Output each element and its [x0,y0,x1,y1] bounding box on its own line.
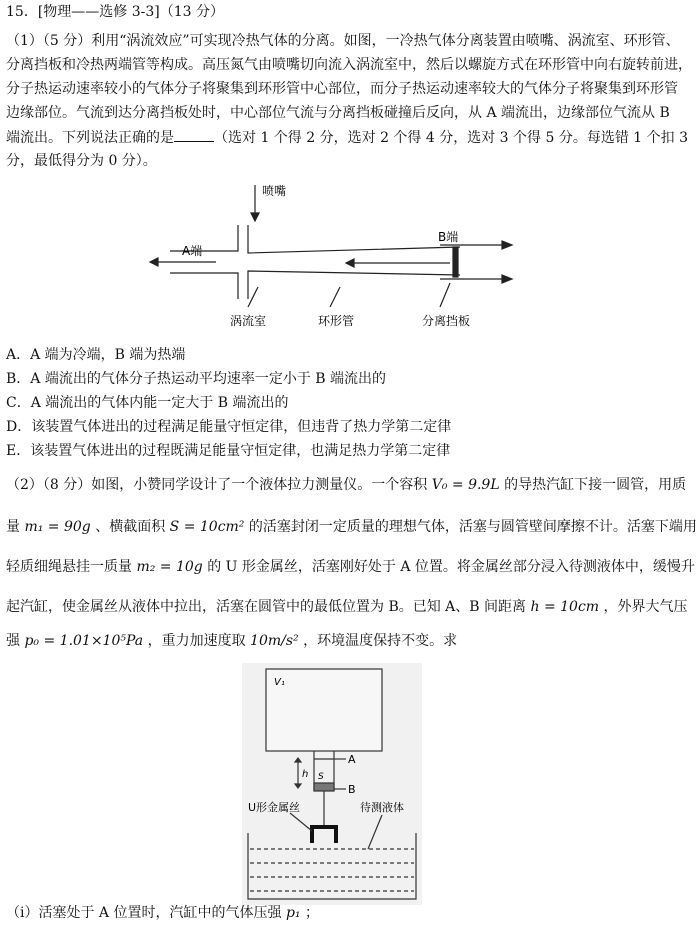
vortex-chamber-label: 涡流室 [230,314,267,328]
part1-line-2: 分离挡板和冷热两端管等构成。高压氮气由喷嘴切向流入涡流室中，然后以螺旋方式在环形管中向右旋转前进， [6,57,692,73]
part1-line-3: 分子热运动速率较小的气体分子将聚集到环形管中心部位，而分子热运动速率较大的气体分子将聚集到环形管 [6,81,678,97]
part2-line-1-b: 的导热汽缸下接一圆管，用质 [504,477,687,493]
m1-expression: m₁ = 90g [24,519,91,535]
v1-label: V₁ [274,677,285,688]
question-i-text: （i）活塞处于 A 位置时，汽缸中的气体压强 [6,905,282,921]
p1-expression: p₁ [285,905,301,921]
part2-line-3 [6,557,695,577]
option-c[interactable]: C．A 端流出的气体内能一定大于 B 端流出的 [6,395,289,411]
part2-line-2-c: 的活塞封闭一定质量的理想气体，活塞与圆管壁间摩擦不计。活塞下端用 [248,519,697,535]
vortex-tube-figure [150,177,520,337]
part1-line-5-text: 端流出。下列说法正确的是 [6,130,174,146]
a-end-arrow-head [150,258,158,266]
b-label: B [348,783,356,796]
piston [314,783,334,791]
problem-header: 15．[物理——选修 3-3]（13 分） [6,4,224,20]
part2-line-4-a: 起汽缸，使金属丝从液体中拉出，活塞在圆管中的最低位置为 B。已知 A、B 间距离 [6,599,527,615]
part1-line-5-rule: （选对 1 个得 2 分，选对 2 个得 4 分，选对 3 个得 5 分。每选错 1 个扣 3 [214,130,689,146]
part1-line-1: （1）（5 分）利用“涡流效应”可实现冷热气体的分离。如图，一冷热气体分离装置由喷嘴、涡流室、环形管、 [6,33,680,49]
part2-line-5-c: ，环境温度保持不变。求 [303,633,458,649]
tension-meter-figure [242,663,422,905]
part2-line-2 [6,517,697,537]
part2-line-1-a: （2）（8 分）如图，小赞同学设计了一个液体拉力测量仪。一个容积 [6,477,428,493]
chamber-bottom-left [170,273,238,299]
part2-line-3-b: 的 U 形金属丝，活塞刚好处于 A 位置。将金属丝部分浸入待测液体中，缓慢升 [207,559,695,575]
s-label: S [318,772,324,782]
answer-blank[interactable] [174,127,214,142]
option-e[interactable]: E．该装置气体进出的过程既满足能量守恒定律，也满足热力学第二定律 [6,443,451,459]
part1-line-4: 边缘部位。气流到达分离挡板处时，中心部位气流与分离挡板碰撞后反向，从 A 端流出，边缘部位气流从 B [6,105,670,121]
g-expression: 10m/s² [250,633,299,649]
tube-top-edge [248,225,460,253]
option-a[interactable]: A．A 端为冷端，B 端为热端 [6,347,186,363]
h-expression: h = 10cm [530,599,600,615]
question-i-tail: ； [304,905,319,921]
part2-line-4-b: ，外界大气压 [603,599,688,615]
v0-expression: V₀ = 9.9L [431,477,500,493]
s-expression: S = 10cm² [169,519,245,535]
p0-expression: p₀ = 1.01×10⁵Pa [24,633,144,649]
part2-line-3-a: 轻质细绳悬挂一质量 [6,559,132,575]
separator-plate [453,247,458,277]
part1-line-5 [6,127,688,148]
option-d[interactable]: D．该装置气体进出的过程满足能量守恒定律，但违背了热力学第二定律 [6,419,452,435]
part1-line-6: 分，最低得分为 0 分）。 [6,153,157,169]
a-label: A [348,753,356,766]
tube-bottom-edge [248,271,460,299]
option-b[interactable]: B．A 端流出的气体分子热运动平均速率一定小于 B 端流出的 [6,371,387,387]
m2-expression: m₂ = 10g [136,559,203,575]
u-wire-label: U形金属丝 [248,801,301,814]
part2-line-5-b: ，重力加速度取 [147,633,246,649]
part2-line-4 [6,597,688,617]
nozzle-label: 喷嘴 [262,184,287,198]
liquid-label: 待测液体 [360,801,404,814]
b-end-label: B端 [438,230,459,244]
part2-line-5 [6,631,457,651]
separator-label: 分离挡板 [422,314,471,328]
h-label: h [302,769,309,780]
nozzle-arrow-head [251,213,259,221]
question-i [6,903,319,923]
chamber-top-left [170,225,238,251]
ring-tube-label: 环形管 [318,314,355,328]
part2-line-1 [6,475,686,495]
part2-line-2-b: 、横截面积 [95,519,166,535]
a-end-label: A端 [182,244,203,258]
part2-line-2-a: 量 [6,519,20,535]
part2-line-5-a: 强 [6,633,20,649]
